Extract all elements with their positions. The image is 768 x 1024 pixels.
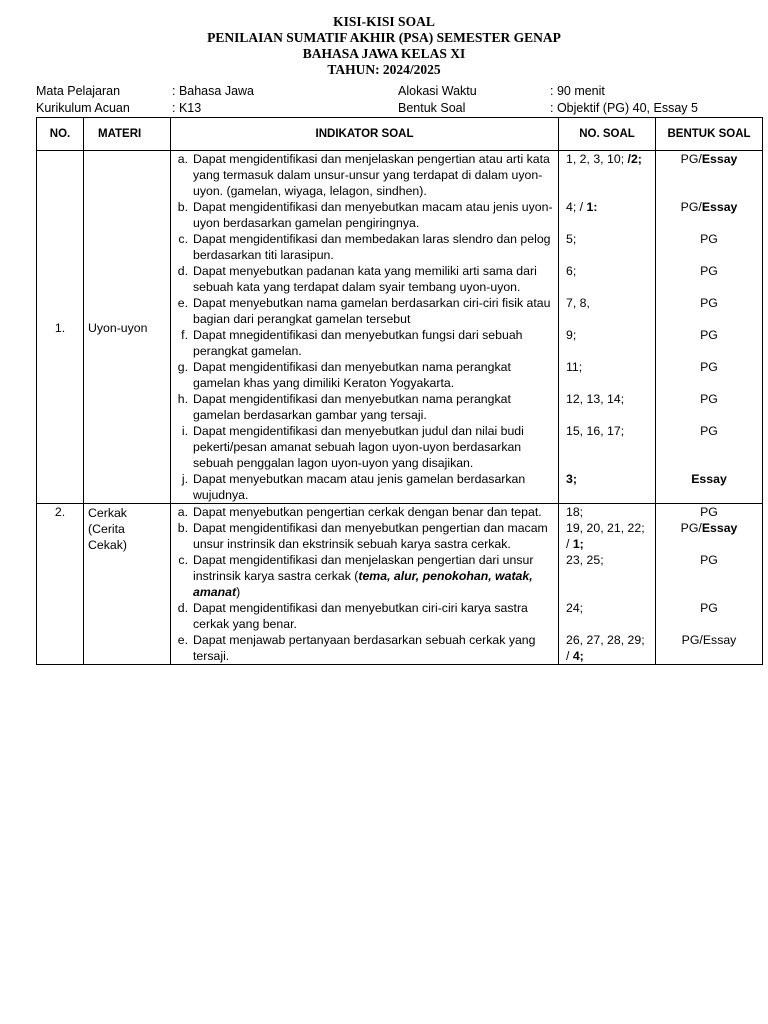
item-letter: d. xyxy=(177,264,188,278)
title-line-2: PENILAIAN SUMATIF AKHIR (PSA) SEMESTER GENAP xyxy=(207,30,561,45)
bentuk-entry xyxy=(656,632,762,664)
bentuk-entry xyxy=(656,263,762,295)
indikator-item xyxy=(171,600,558,632)
header-nosoal: NO. SOAL xyxy=(559,118,656,151)
item-text-main: Dapat menyebutkan nama gamelan berdasarkan ciri-ciri fisik atau bagian dari perangkat gamelan tersebut xyxy=(193,296,551,326)
nosoal-essay: 1: xyxy=(586,200,598,214)
nosoal-pg: 7, 8, xyxy=(566,296,590,310)
bentuk-entry xyxy=(656,600,762,632)
item-text xyxy=(193,151,558,199)
item-text-main: Dapat mnegidentifikasi dan menyebutkan fungsi dari sebuah perangkat gamelan. xyxy=(193,328,523,358)
section-materi: Cerkak (Cerita Cekak) xyxy=(84,504,171,665)
bentuk-label: Bentuk Soal xyxy=(398,101,466,115)
indikator-item xyxy=(171,632,558,664)
nosoal-entry xyxy=(566,151,651,199)
section-number: 2. xyxy=(37,504,84,665)
nosoal-entry xyxy=(566,423,651,471)
kurikulum-label: Kurikulum Acuan xyxy=(36,101,130,115)
mapel-value: : Bahasa Jawa xyxy=(172,84,254,98)
nosoal-essay: /2; xyxy=(627,152,642,166)
bentuk-pg: PG xyxy=(700,360,718,374)
item-letter: c. xyxy=(178,553,188,567)
bentuk-pg: PG xyxy=(700,601,718,615)
item-letter: e. xyxy=(177,633,188,647)
indikator-item xyxy=(171,471,558,503)
item-text-main: Dapat menyebutkan macam atau jenis gamelan berdasarkan wujudnya. xyxy=(193,472,526,502)
bentuk-entry xyxy=(656,552,762,600)
bentuk-pg: PG/ xyxy=(680,521,702,535)
item-text-main: Dapat menyebutkan pengertian cerkak dengan benar dan tepat. xyxy=(193,505,542,519)
nosoal-pg: 24; xyxy=(566,601,584,615)
bentuk-entry xyxy=(656,471,762,503)
section-number: 1. xyxy=(37,151,84,504)
item-text-main: Dapat mengidentifikasi dan menyebutkan judul dan nilai budi pekerti/pesan amanat sebuah lagon uyon-uyon berdasarkan sebuah penggalan lagon uyon-uyon yang disajikan. xyxy=(193,424,524,470)
header-indikator: INDIKATOR SOAL xyxy=(171,118,559,151)
indikator-cell xyxy=(171,151,559,504)
title-line-3: BAHASA JAWA KELAS XI xyxy=(302,46,466,61)
bentuk-pg: PG/ xyxy=(680,152,702,166)
indikator-item xyxy=(171,199,558,231)
bentuk-entry xyxy=(656,199,762,231)
indikator-cell xyxy=(171,504,559,665)
bentuk-entry xyxy=(656,231,762,263)
item-letter: j. xyxy=(181,472,188,486)
nosoal-pg: 15, 16, 17; xyxy=(566,424,625,438)
item-letter: f. xyxy=(181,328,188,342)
item-letter: c. xyxy=(178,232,188,246)
item-text xyxy=(193,471,558,503)
nosoal-entry xyxy=(566,359,651,391)
waktu-label: Alokasi Waktu xyxy=(398,84,477,98)
nosoal-pg: 19, 20, 21, 22; / xyxy=(566,521,645,551)
indikator-item xyxy=(171,504,558,520)
bentuk-pg: PG xyxy=(700,505,718,519)
item-letter: a. xyxy=(177,505,188,519)
item-text xyxy=(193,632,558,664)
item-letter: d. xyxy=(177,601,188,615)
item-text xyxy=(193,552,558,600)
mapel-label: Mata Pelajaran xyxy=(36,84,121,98)
table-row xyxy=(37,504,763,665)
bentuk-entry xyxy=(656,295,762,327)
nosoal-cell xyxy=(559,151,656,504)
nosoal-essay: 3; xyxy=(566,472,577,486)
kisi-kisi-table xyxy=(36,117,763,665)
bentuk-pg: PG xyxy=(700,264,718,278)
item-text-main: Dapat mengidentifikasi dan menyebutkan nama perangkat gamelan khas yang dimiliki Keraton Yogyakarta. xyxy=(193,360,511,390)
bentuk-pg: PG xyxy=(700,553,718,567)
indikator-item xyxy=(171,295,558,327)
bentuk-pg: PG/ xyxy=(680,200,702,214)
item-letter: a. xyxy=(177,152,188,166)
bentuk-entry xyxy=(656,359,762,391)
item-text xyxy=(193,504,558,520)
item-text xyxy=(193,359,558,391)
item-text-main: Dapat mengidentifikasi dan menjelaskan pengertian atau arti kata yang termasuk dalam unsur-unsur yang terdapat di dalam uyon-uyon. (gamelan, wiyaga, lelagon, sindhen). xyxy=(193,152,550,198)
nosoal-pg: 23, 25; xyxy=(566,553,604,567)
item-letter: i. xyxy=(181,424,188,438)
document-title xyxy=(0,14,768,78)
nosoal-entry xyxy=(566,632,651,664)
bentuk-entry xyxy=(656,151,762,199)
nosoal-pg: 18; xyxy=(566,505,584,519)
nosoal-cell xyxy=(559,504,656,665)
bentuk-value: : Objektif (PG) 40, Essay 5 xyxy=(550,101,698,115)
item-text-main: Dapat mengidentifikasi dan menyebutkan pengertian dan macam unsur instrinsik dan ekstrinsik sebuah karya sastra cerkak. xyxy=(193,521,548,551)
item-text xyxy=(193,391,558,423)
item-letter: b. xyxy=(177,521,188,535)
nosoal-entry xyxy=(566,295,651,327)
item-text xyxy=(193,600,558,632)
item-text xyxy=(193,423,558,471)
indikator-item xyxy=(171,520,558,552)
nosoal-pg: 12, 13, 14; xyxy=(566,392,625,406)
nosoal-entry xyxy=(566,520,651,552)
title-line-1: KISI-KISI SOAL xyxy=(333,14,435,29)
waktu-value: : 90 menit xyxy=(550,84,605,98)
bentuk-entry xyxy=(656,504,762,520)
nosoal-pg: 6; xyxy=(566,264,577,278)
item-text xyxy=(193,327,558,359)
indikator-item xyxy=(171,263,558,295)
item-text xyxy=(193,231,558,263)
item-letter: b. xyxy=(177,200,188,214)
indikator-item xyxy=(171,327,558,359)
title-line-4: TAHUN: 2024/2025 xyxy=(327,62,441,77)
nosoal-pg: 1, 2, 3, 10; xyxy=(566,152,625,166)
nosoal-entry xyxy=(566,199,651,231)
section-materi: Uyon-uyon xyxy=(84,151,171,504)
nosoal-pg: 5; xyxy=(566,232,577,246)
nosoal-entry xyxy=(566,600,651,632)
item-text-main: Dapat mengidentifikasi dan menyebutkan macam atau jenis uyon-uyon berdasarkan gamelan pengiringnya. xyxy=(193,200,553,230)
bentuk-pg: PG xyxy=(700,328,718,342)
nosoal-entry xyxy=(566,327,651,359)
bentuk-essay: Essay xyxy=(691,472,727,486)
bentuk-entry xyxy=(656,327,762,359)
bentuk-pg: PG xyxy=(700,424,718,438)
item-text-end: ) xyxy=(236,585,241,599)
nosoal-entry xyxy=(566,263,651,295)
nosoal-entry xyxy=(566,552,651,600)
bentuk-pg: PG/Essay xyxy=(681,633,737,647)
header-bentuk: BENTUK SOAL xyxy=(656,118,763,151)
item-letter: e. xyxy=(177,296,188,310)
indikator-item xyxy=(171,231,558,263)
item-text-emphasis: tema, alur, penokohan, watak, amanat xyxy=(193,569,533,599)
item-text xyxy=(193,199,558,231)
item-text-main: Dapat mengidentifikasi dan menjelaskan pengertian dari unsur instrinsik karya sastra cerkak ( xyxy=(193,553,534,583)
bentuk-entry xyxy=(656,520,762,552)
bentuk-pg: PG xyxy=(700,232,718,246)
bentuk-pg: PG xyxy=(700,296,718,310)
indikator-item xyxy=(171,391,558,423)
nosoal-pg: 11; xyxy=(566,360,583,374)
table-header-row xyxy=(37,118,763,151)
header-no: NO. xyxy=(37,118,84,151)
item-text-main: Dapat menyebutkan padanan kata yang memiliki arti sama dari sebuah kata yang terdapat dalam syair tembang uyon-uyon. xyxy=(193,264,537,294)
bentuk-entry xyxy=(656,391,762,423)
item-text-main: Dapat mengidentifikasi dan menyebutkan nama perangkat gamelan berdasarkan gambar yang tersaji. xyxy=(193,392,511,422)
item-text-main: Dapat mengidentifikasi dan membedakan laras slendro dan pelog berdasarkan titi larasipun. xyxy=(193,232,551,262)
table-row xyxy=(37,151,763,504)
bentuk-cell xyxy=(656,504,763,665)
item-text xyxy=(193,520,558,552)
item-text xyxy=(193,263,558,295)
nosoal-essay: 4; xyxy=(572,649,584,663)
indikator-item xyxy=(171,151,558,199)
item-letter: h. xyxy=(177,392,188,406)
bentuk-cell xyxy=(656,151,763,504)
kurikulum-value: : K13 xyxy=(172,101,202,115)
nosoal-entry xyxy=(566,231,651,263)
nosoal-pg: 9; xyxy=(566,328,577,342)
bentuk-pg: PG xyxy=(700,392,718,406)
item-text-main: Dapat menjawab pertanyaan berdasarkan sebuah cerkak yang tersaji. xyxy=(193,633,536,663)
indikator-item xyxy=(171,423,558,471)
nosoal-essay: 1; xyxy=(572,537,584,551)
bentuk-essay: Essay xyxy=(701,200,738,214)
item-text-main: Dapat mengidentifikasi dan menyebutkan ciri-ciri karya sastra cerkak yang benar. xyxy=(193,601,528,631)
bentuk-essay: Essay xyxy=(701,152,738,166)
nosoal-entry xyxy=(566,471,651,503)
nosoal-pg: 26, 27, 28, 29; / xyxy=(566,633,645,663)
bentuk-essay: Essay xyxy=(701,521,738,535)
bentuk-entry xyxy=(656,423,762,471)
indikator-item xyxy=(171,359,558,391)
header-materi: MATERI xyxy=(84,118,171,151)
item-text xyxy=(193,295,558,327)
nosoal-entry xyxy=(566,504,651,520)
item-letter: g. xyxy=(177,360,188,374)
nosoal-pg: 4; / xyxy=(566,200,584,214)
nosoal-entry xyxy=(566,391,651,423)
indikator-item xyxy=(171,552,558,600)
